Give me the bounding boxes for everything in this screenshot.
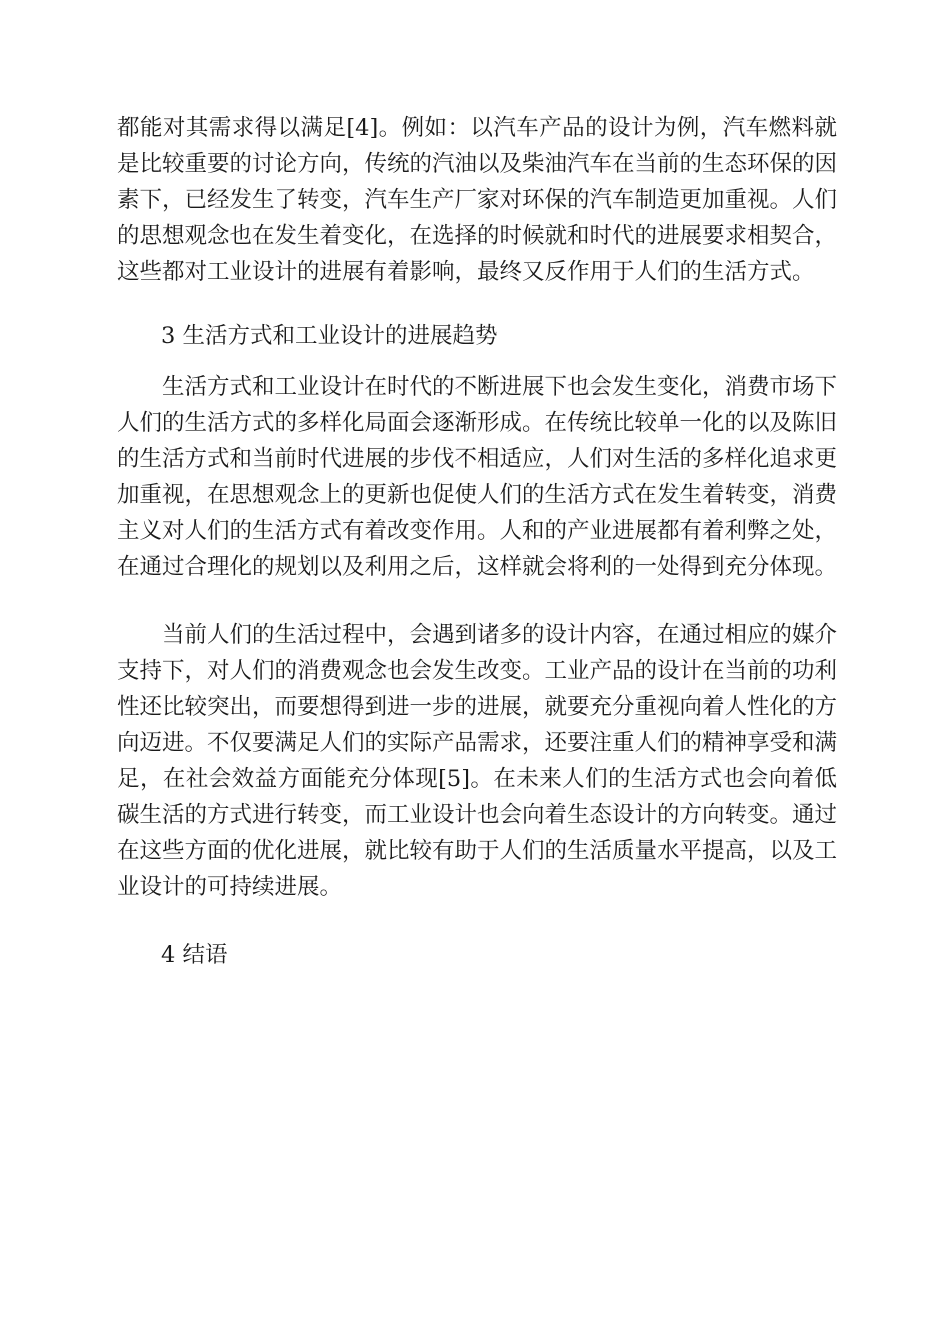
text-line: 在这些方面的优化进展，就比较有助于人们的生活质量水平提高，以及工 xyxy=(117,838,838,864)
text-line: 性还比较突出，而要想得到进一步的进展，就要充分重视向着人性化的方 xyxy=(117,694,838,720)
text-line: 素下，已经发生了转变，汽车生产厂家对环保的汽车制造更加重视。人们 xyxy=(117,187,838,213)
text-line: 都能对其需求得以满足[4]。例如：以汽车产品的设计为例，汽车燃料就 xyxy=(117,115,837,141)
paragraph-diversification xyxy=(117,369,837,585)
text-line: 足，在社会效益方面能充分体现[5]。在未来人们的生活方式也会向着低 xyxy=(117,766,837,792)
paragraph-humanized-design xyxy=(117,617,837,905)
text-line: 碳生活的方式进行转变，而工业设计也会向着生态设计的方向转变。通过 xyxy=(117,802,838,828)
text-line: 在通过合理化的规划以及利用之后，这样就会将利的一处得到充分体现。 xyxy=(117,554,838,580)
text-line: 主义对人们的生活方式有着改变作用。人和的产业进展都有着利弊之处， xyxy=(117,518,838,544)
text-line: 是比较重要的讨论方向，传统的汽油以及柴油汽车在当前的生态环保的因 xyxy=(117,151,838,177)
section-heading-conclusion: 4 结语 xyxy=(161,942,228,968)
text-line: 的生活方式和当前时代进展的步伐不相适应，人们对生活的多样化追求更 xyxy=(117,446,838,472)
text-line: 生活方式和工业设计在时代的不断进展下也会发生变化，消费市场下 xyxy=(117,374,838,400)
text-line: 加重视，在思想观念上的更新也促使人们的生活方式在发生着转变，消费 xyxy=(117,482,838,508)
text-line: 业设计的可持续进展。 xyxy=(117,874,343,900)
text-line: 当前人们的生活过程中，会遇到诸多的设计内容，在通过相应的媒介 xyxy=(117,622,838,648)
paragraph-lifestyle-consumption xyxy=(117,110,837,290)
text-line: 向迈进。不仅要满足人们的实际产品需求，还要注重人们的精神享受和满 xyxy=(117,730,838,756)
text-line: 这些都对工业设计的进展有着影响，最终又反作用于人们的生活方式。 xyxy=(117,259,815,285)
text-line: 的思想观念也在发生着变化，在选择的时候就和时代的进展要求相契合， xyxy=(117,223,838,249)
section-heading-trends: 3 生活方式和工业设计的进展趋势 xyxy=(161,323,498,349)
text-line: 人们的生活方式的多样化局面会逐渐形成。在传统比较单一化的以及陈旧 xyxy=(117,410,838,436)
text-line: 支持下，对人们的消费观念也会发生改变。工业产品的设计在当前的功利 xyxy=(117,658,838,684)
